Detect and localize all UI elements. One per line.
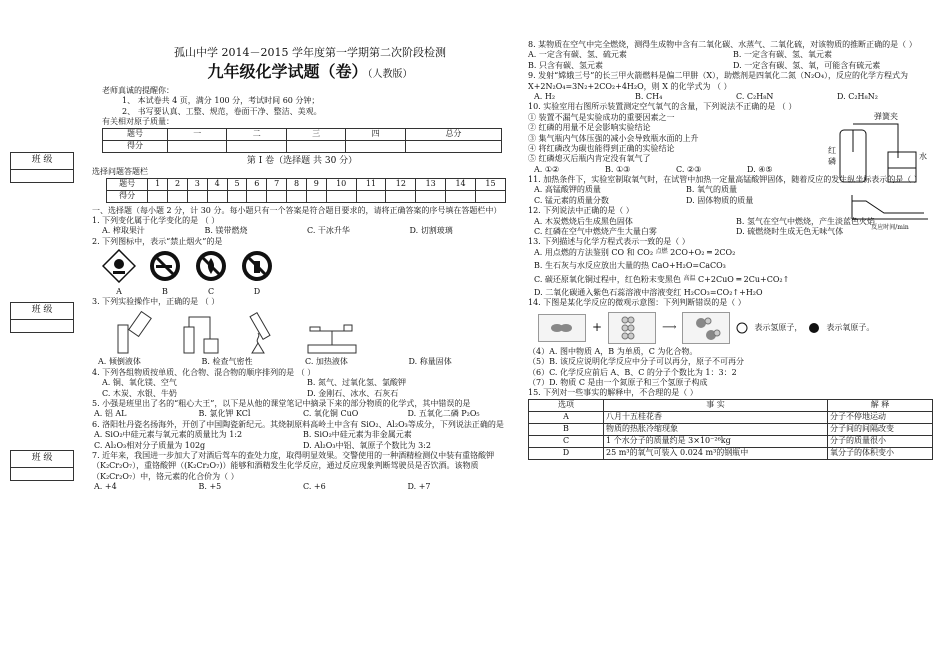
table-cell: A — [529, 411, 604, 423]
grid-question-number: 15 — [475, 178, 505, 190]
side-class-box-2 — [10, 302, 74, 333]
grid-question-number: 4 — [207, 178, 227, 190]
reaction-graph-icon — [848, 193, 932, 221]
equation: 2CO+O₂ ═ 2CO₂ — [670, 247, 736, 257]
question-stem: 5. 小强是班里出了名的“粗心大王”，以下是从他的课堂笔记中摘录下来的部分物质的化学式，其中错误的是 — [92, 398, 471, 408]
option[interactable]: A. 铜、氧化镁、空气 — [102, 378, 177, 388]
table-header: 选项 — [529, 399, 604, 411]
molecule-b-icon — [609, 313, 655, 343]
option[interactable]: C. 氧化铜 CuO — [303, 409, 359, 419]
question-7 — [92, 451, 512, 493]
option[interactable]: A. 一定含有碳、氢、硫元素 — [528, 50, 627, 60]
table-cell: 1 个水分子的质量约是 3×10⁻²⁶kg — [604, 435, 828, 447]
option[interactable]: C. C₂H₈N — [736, 91, 774, 101]
grid-answer-cell[interactable] — [148, 190, 168, 202]
score-cell[interactable] — [286, 140, 345, 152]
section1-intro: 一、选择题（每小题 2 分，计 30 分。每小题只有一个答案是符合题目要求的，请将正确答案的序号填在答题栏中） — [92, 205, 502, 215]
fig-label-clip: 弹簧夹 — [874, 112, 898, 122]
table-cell: B — [529, 423, 604, 435]
option[interactable]: B. SiO₂中硅元素为非金属元素 — [303, 430, 412, 440]
sign-option-label: D — [253, 286, 261, 296]
reaction-graph-figure — [848, 193, 932, 232]
hydrogen-atom-icon — [736, 322, 748, 334]
score-cell[interactable] — [168, 140, 227, 152]
reaction-condition: 点燃 — [655, 247, 668, 255]
question-stem: 11. 加热条件下，实验室制取氧气时，在试管中加热一定量高锰酸钾固体，随着反应的发生纵坐标表示的是（ ） — [528, 175, 922, 185]
table-cell: 25 m³的氧气可装入 0.024 m³的钢瓶中 — [604, 447, 828, 459]
statement: ④ 将红磷改为碳也能得到正确的实验结论 — [528, 143, 675, 153]
grid-question-number: 8 — [287, 178, 307, 190]
question-stem: 7. 近年来，我国进一步加大了对酒后驾车的查处力度，取得明显效果。交警使用的一种酒精检测仪中装有重铬酸钾（K₂Cr₂O₇），重铬酸钾（(K₂Cr₂O₇)）能够和酒精发生化学反应，通过反应现象判断驾驶员是否饮酒。该物质（K₂Cr₂O₇）中，铬元素的化合价为（ ） — [92, 450, 495, 481]
score-header: 一 — [168, 128, 227, 140]
arrow-right-icon: ⟶ — [662, 322, 677, 334]
option-b[interactable] — [528, 261, 938, 271]
molecule-c-icon — [683, 313, 729, 343]
question-stem: 1. 下列变化属于化学变化的是 （ ） — [92, 216, 220, 226]
question-stem: 15. 下列对一些事实的解释中，不合理的是（ ） — [528, 388, 698, 398]
question-3 — [92, 297, 512, 368]
option[interactable]: C. 红磷在空气中燃烧产生大量白雾 — [534, 227, 657, 237]
option-c[interactable] — [528, 275, 938, 285]
equation: CaO+H₂O=CaCO₃ — [651, 261, 726, 271]
table-cell: 分子间的间隔改变 — [828, 423, 933, 435]
no-smoking-icon — [148, 249, 182, 283]
graph-axis-label: 反应时间/min — [871, 224, 909, 232]
question-stem: 2. 下列图标中，表示“禁止烟火”的是 — [92, 236, 223, 246]
grid-answer-cell[interactable] — [326, 190, 356, 202]
option[interactable]: B. 镁带燃烧 — [204, 226, 248, 236]
fig-label-phosphorus: 红磷 — [828, 146, 836, 166]
option-text: C. 碳还原氧化铜过程中，红色粉末变黑色 — [534, 274, 681, 284]
question-stem: 10. 实验室用右图所示装置测定空气氧气的含量，下列说法不正确的是 （ ） — [528, 102, 797, 112]
table-row — [529, 435, 933, 447]
option[interactable]: D. 五氧化二磷 P₂O₅ — [407, 409, 480, 419]
grid-question-number: 14 — [446, 178, 476, 190]
option[interactable]: B. 氮气、过氧化氢、氯酸钾 — [307, 378, 406, 388]
question-2 — [92, 237, 512, 297]
grid-question-number: 11 — [356, 178, 386, 190]
table-cell: 分子不停地运动 — [828, 411, 933, 423]
option[interactable]: D. C₂H₈N₂ — [837, 91, 878, 101]
score-cell[interactable] — [346, 140, 405, 152]
no-open-flame-icon — [240, 249, 274, 283]
question-14 — [528, 298, 938, 388]
table-cell: 物质的热胀冷缩现象 — [604, 423, 828, 435]
grid-question-number: 9 — [306, 178, 326, 190]
grid-question-number: 7 — [267, 178, 287, 190]
grid-question-number: 10 — [326, 178, 356, 190]
option[interactable]: B. 氢气在空气中燃烧，产生淡蓝色火焰 — [736, 216, 875, 226]
question-6 — [92, 420, 512, 451]
notice-greeting: 老师真诚的提醒你： — [102, 86, 174, 95]
grid-answer-cell[interactable] — [207, 190, 227, 202]
statement: ③ 集气瓶内气体压强的减小会导致瓶水面的上升 — [528, 133, 699, 143]
oxygen-atom-icon — [808, 322, 820, 334]
grid-answer-cell[interactable] — [267, 190, 287, 202]
table-row — [529, 423, 933, 435]
option[interactable]: B. 只含有碳、氢元素 — [528, 60, 603, 70]
balance-figure-icon — [302, 309, 362, 355]
grid-answer-cell[interactable] — [475, 190, 505, 202]
right-column — [528, 40, 938, 460]
side-class-box-3 — [10, 450, 74, 481]
table-cell: 分子的质量很小 — [828, 435, 933, 447]
grid-answer-cell[interactable] — [287, 190, 307, 202]
grid-answer-cell[interactable] — [306, 190, 326, 202]
option[interactable]: C. 干冰升华 — [307, 226, 350, 236]
side-class-box-1 — [10, 152, 74, 183]
table-cell: 八月十五桂花香 — [604, 411, 828, 423]
grid-header-label: 题号 — [107, 178, 148, 190]
heat-liquid-figure-icon — [238, 309, 288, 355]
option[interactable]: A. 木炭燃烧后生成黑色固体 — [534, 216, 633, 226]
legend-oxygen: 表示氧原子。 — [826, 322, 875, 332]
plus-icon: + — [592, 319, 603, 334]
option[interactable]: A. 高锰酸钾的质量 — [534, 185, 601, 195]
option[interactable]: A. 榨取果汁 — [102, 226, 145, 236]
grid-answer-cell[interactable] — [247, 190, 267, 202]
option[interactable]: B. 一定含有碳、氢、氧元素 — [733, 50, 832, 60]
option[interactable]: A. SiO₂中硅元素与氧元素的质量比为 1:2 — [94, 430, 243, 440]
option-text: A. 用点燃的方法鉴别 CO 和 CO₂ — [534, 247, 654, 257]
answer-grid — [106, 178, 506, 203]
explosive-diamond-icon — [102, 249, 136, 283]
legend-hydrogen: 表示氢原子， — [754, 322, 803, 332]
equation: H₂CO₃=CO₂↑+H₂O — [683, 287, 763, 297]
option[interactable]: D. 固体物质的质量 — [686, 195, 754, 205]
fig-label-water: 水 — [919, 152, 927, 162]
school-title: 孤山中学 2014－2015 学年度第一学期第二次阶段检测 — [174, 46, 446, 59]
option[interactable]: D. 一定含有碳、氢、氧，可能含有硫元素 — [733, 60, 881, 70]
table-header: 事 实 — [604, 399, 828, 411]
question-5 — [92, 399, 512, 420]
option[interactable]: D. ④⑤ — [747, 164, 773, 174]
score-cell[interactable] — [405, 140, 501, 152]
option[interactable]: B. 氯化钾 KCl — [198, 409, 251, 419]
score-header: 四 — [346, 128, 405, 140]
question-stem: 13. 下列描述与化学方程式表示一致的是（ ） — [528, 237, 690, 247]
grid-answer-cell[interactable] — [386, 190, 416, 202]
statement: ⑤ 红磷熄灭后瓶内肯定没有氧气了 — [528, 154, 651, 164]
option[interactable]: A. ①② — [534, 164, 560, 174]
exam-title-text: 九年级化学试题（卷） — [207, 62, 368, 81]
side-class-label: 班 级 — [11, 303, 73, 320]
option[interactable]: B. ①③ — [605, 164, 631, 174]
score-header: 题号 — [103, 128, 168, 140]
no-fire-icon — [194, 249, 228, 283]
option[interactable]: D. 金刚石、冰水、石灰石 — [307, 388, 399, 398]
option[interactable]: A. +4 — [94, 482, 117, 492]
edition-label: （人教版） — [367, 69, 413, 80]
option[interactable]: D. 切割玻璃 — [409, 226, 453, 236]
grid-answer-cell[interactable] — [168, 190, 188, 202]
left-column — [92, 86, 512, 492]
option[interactable]: A. 倾倒液体 — [98, 357, 141, 367]
option[interactable]: A. H₂ — [534, 91, 556, 101]
question-stem: 12. 下列说法中正确的是（ ） — [528, 206, 634, 216]
option-text: D. 二氧化碳通入紫色石蕊溶液中溶液变红 — [534, 287, 682, 297]
grid-answer-cell[interactable] — [446, 190, 476, 202]
grid-question-number: 6 — [247, 178, 267, 190]
statement[interactable]: （4）A. 图中物质 A，B 为单质，C 为化合物。 — [528, 346, 698, 356]
grid-answer-cell[interactable] — [227, 190, 247, 202]
option[interactable]: D. 称量固体 — [408, 357, 452, 367]
option[interactable]: C. ②③ — [676, 164, 702, 174]
sign-option-label: A — [116, 286, 122, 296]
grid-question-number: 2 — [168, 178, 188, 190]
score-table — [102, 128, 502, 153]
option-a[interactable] — [528, 248, 938, 258]
question-stem: 14. 下图是某化学反应的微观示意图：下列判断错误的是（ ） — [528, 298, 746, 308]
table-cell: D — [529, 447, 604, 459]
option[interactable]: B. CH₄ — [635, 91, 663, 101]
grid-question-number: 5 — [227, 178, 247, 190]
score-row-label: 得分 — [103, 140, 168, 152]
question-15 — [528, 388, 938, 459]
table-row — [529, 447, 933, 459]
option[interactable]: D. +7 — [407, 482, 431, 492]
grid-answer-cell[interactable] — [416, 190, 446, 202]
notice-item: 1、 本试卷共 4 页，满分 100 分，考试时间 60 分钟； — [122, 96, 320, 106]
grid-row-label: 得分 — [107, 190, 148, 202]
side-class-label: 班 级 — [11, 153, 73, 170]
facts-table — [528, 399, 933, 460]
grid-question-number: 3 — [187, 178, 207, 190]
molecule-b-box — [608, 312, 656, 344]
sign-option-label: C — [207, 286, 215, 296]
equation: C+2CuO ═ 2Cu+CO₂↑ — [698, 274, 790, 284]
statement[interactable]: （7）D. 物质 C 是由一个氮原子和三个氢原子构成 — [528, 377, 708, 387]
score-cell[interactable] — [227, 140, 286, 152]
table-cell: C — [529, 435, 604, 447]
question-1 — [92, 216, 512, 237]
question-stem: 6. 洛阳牡丹瓷名扬海外，开创了中国陶瓷新纪元。其烧制原料高岭土中含有 SiO₂、Al₂O₃等成分，下列说法正确的是 — [92, 419, 504, 429]
part1-title: 第 I 卷（选择题 共 30 分） — [246, 155, 358, 166]
score-header: 二 — [227, 128, 286, 140]
statement[interactable]: （5）B. 该反应说明化学反应中分子可以再分，原子不可再分 — [528, 357, 745, 367]
option[interactable]: B. +5 — [198, 482, 222, 492]
question-10 — [528, 102, 938, 175]
option[interactable]: B. 检查气密性 — [201, 357, 253, 367]
statement[interactable]: （6）C. 化学反应前后 A、B、C 的分子个数比为 1：3：2 — [528, 367, 737, 377]
answer-grid-caption: 选择问题答题栏 — [92, 167, 148, 177]
grid-question-number: 13 — [416, 178, 446, 190]
question-stem: 8. 某物质在空气中完全燃烧，测得生成物中含有二氧化碳、水蒸气、二氧化硫，对该物质的推断正确的是（ ） — [528, 40, 917, 49]
grid-question-number: 1 — [148, 178, 168, 190]
option[interactable]: C. +6 — [303, 482, 326, 492]
airtight-check-figure-icon — [174, 309, 224, 355]
question-8 — [528, 40, 938, 71]
option-d[interactable] — [528, 288, 938, 298]
statement: ② 红磷的用量不足会影响实验结论 — [528, 123, 651, 133]
atomic-mass-label: 有关相对原子质量： — [102, 117, 174, 127]
option-text: B. 生石灰与水反应放出大量的热 — [534, 261, 649, 271]
option[interactable]: D. Al₂O₃中铝、氧原子个数比为 3:2 — [303, 440, 431, 450]
sign-option-label: B — [162, 286, 168, 296]
grid-answer-cell[interactable] — [356, 190, 386, 202]
table-header: 解 释 — [828, 399, 933, 411]
table-row — [529, 411, 933, 423]
sign-option-b[interactable] — [148, 249, 182, 297]
option[interactable]: B. 氧气的质量 — [686, 185, 737, 195]
score-header: 总分 — [405, 128, 501, 140]
sign-option-d[interactable] — [240, 249, 274, 297]
option[interactable]: C. 锰元素的质量分数 — [534, 195, 609, 205]
question-4 — [92, 368, 512, 399]
statement: ① 装置不漏气是实验成功的重要因素之一 — [528, 112, 675, 122]
sign-option-c[interactable] — [194, 249, 228, 297]
option[interactable]: C. 加热液体 — [305, 357, 348, 367]
question-stem: 9. 发射“嫦娥三号”的长三甲火箭燃料是偏二甲肼（X），助燃剂是四氧化二氮（N₂O₄），反应的化学方程式为 X+2N₂O₄=3N₂+2CO₂+4H₂O，则 X 的化学式为 （ ） — [528, 71, 909, 91]
molecule-a-icon — [539, 315, 585, 341]
grid-answer-cell[interactable] — [187, 190, 207, 202]
table-cell: 氧分子的体积变小 — [828, 447, 933, 459]
option[interactable]: A. 铝 AL — [94, 409, 127, 419]
option[interactable]: D. 硫燃烧时生成无色无味气体 — [736, 227, 844, 237]
score-header: 三 — [286, 128, 345, 140]
question-stem: 3. 下列实验操作中，正确的是 （ ） — [92, 296, 220, 306]
option[interactable]: C. Al₂O₃相对分子质量为 102g — [94, 440, 206, 450]
grid-question-number: 12 — [386, 178, 416, 190]
molecule-c-box — [682, 312, 730, 344]
option[interactable]: C. 木炭、水银、牛奶 — [102, 388, 177, 398]
side-class-label: 班 级 — [11, 451, 73, 468]
reaction-condition: 高温 — [683, 274, 696, 282]
question-stem: 4. 下列各组物质按单质、化合物、混合物的顺序排列的是 （ ） — [92, 367, 316, 377]
sign-option-a[interactable] — [102, 249, 136, 297]
pour-liquid-figure-icon — [110, 309, 160, 355]
molecule-a-box — [538, 314, 586, 342]
question-9 — [528, 71, 938, 102]
exam-title — [170, 62, 450, 83]
question-13 — [528, 237, 938, 298]
notice-item: 2、 书写要认真、工整、规范，卷面干净、整洁、美观。 — [122, 106, 322, 116]
